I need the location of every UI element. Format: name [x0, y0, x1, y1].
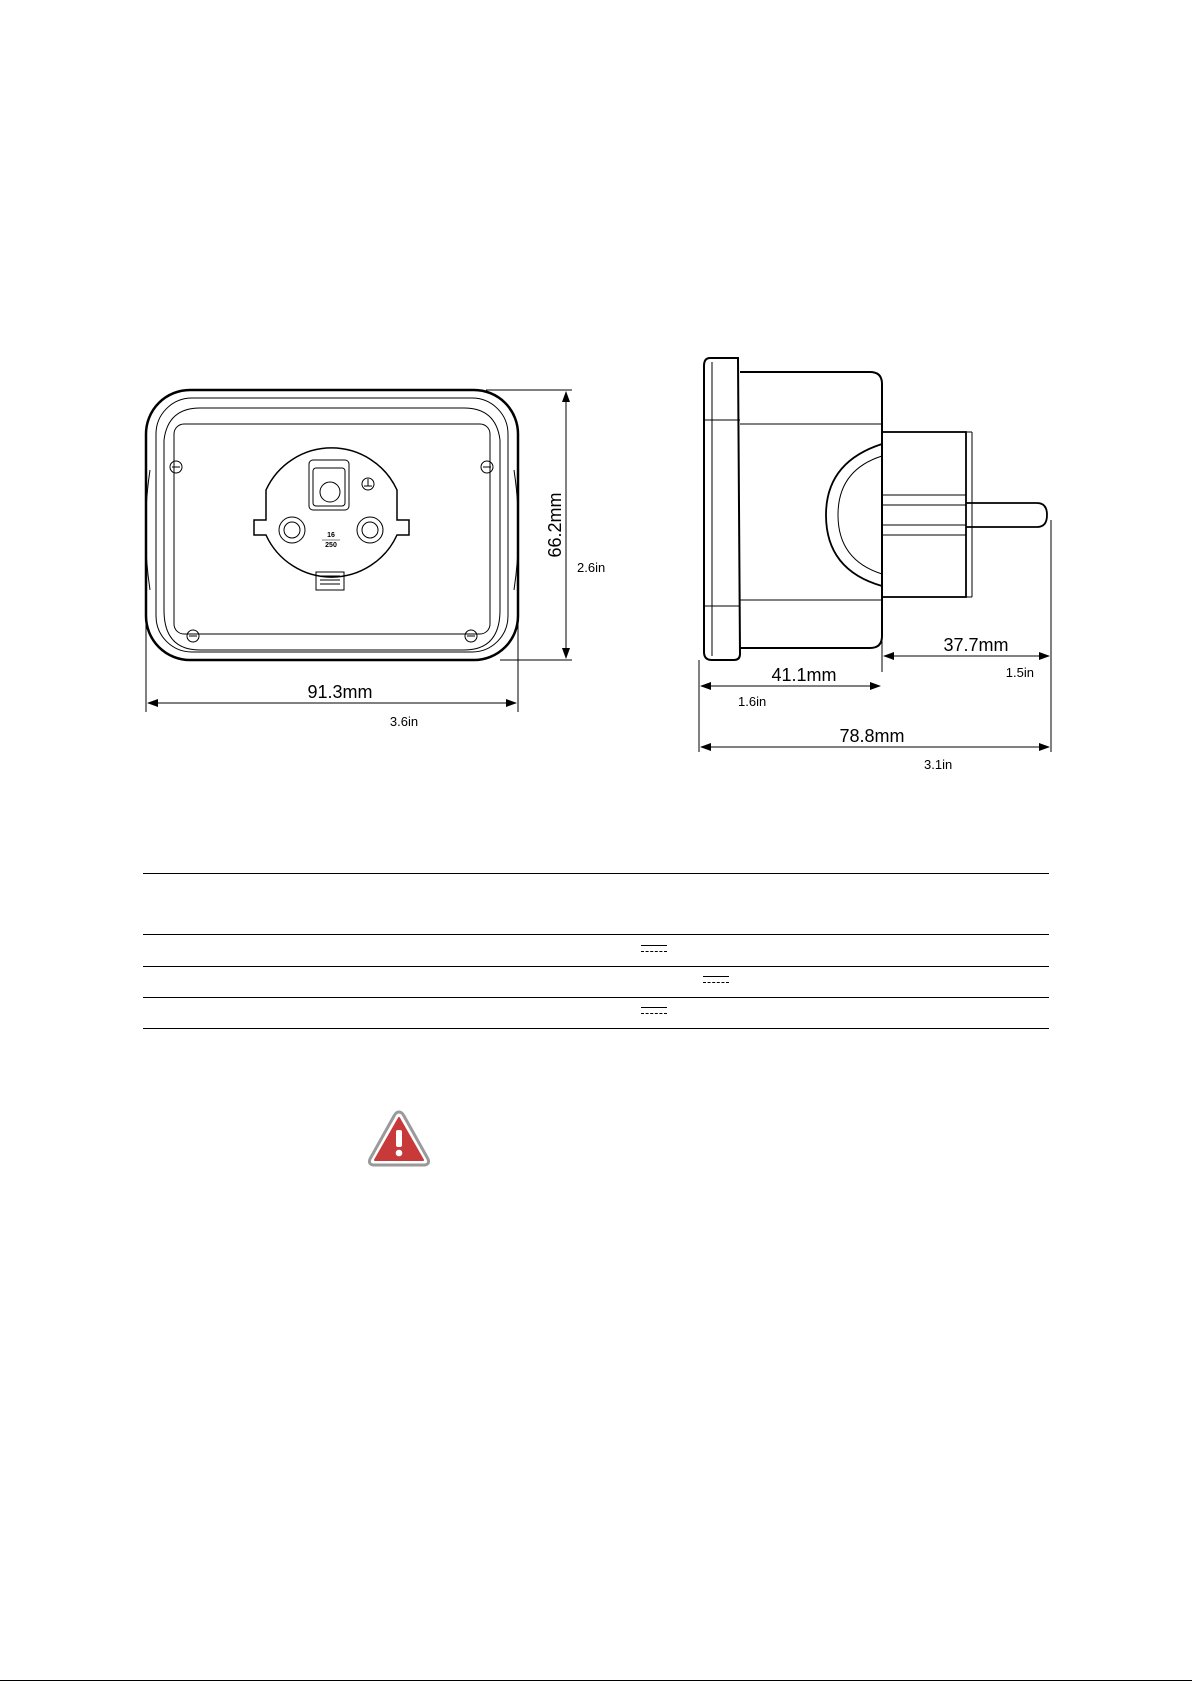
total-depth-mm-label: 78.8mm [839, 726, 905, 746]
front-housing-outer [146, 390, 518, 660]
earth-symbol-icon [362, 478, 374, 490]
warning-triangle-icon [367, 1109, 431, 1168]
pin-hole-right [357, 517, 383, 543]
body-depth-in-label: 1.6in [738, 694, 767, 709]
plug-base [882, 432, 966, 597]
technical-drawing [0, 0, 1192, 800]
earth-clip-top-inner [313, 468, 345, 506]
table-header-rule [143, 934, 1049, 935]
width-in-label: 3.6in [389, 714, 419, 729]
front-panel [164, 408, 500, 650]
plug-length-in-label: 1.5in [1005, 665, 1034, 680]
plug-pin [966, 503, 1047, 527]
dc-symbol-icon [703, 976, 729, 986]
table-top-rule [143, 873, 1049, 874]
side-flange [704, 358, 740, 660]
front-housing-inner [156, 398, 508, 652]
table-bottom-rule [143, 1028, 1049, 1029]
width-mm-label: 91.3mm [307, 682, 373, 702]
total-depth-in-label: 3.1in [924, 757, 953, 772]
earth-clip-hole [320, 482, 340, 502]
socket-rating-voltage: 250 [325, 542, 337, 549]
table-row-rule-1 [143, 966, 1049, 967]
height-in-label: 2.6in [577, 560, 606, 575]
side-body [740, 372, 882, 648]
earth-clip-bottom [316, 572, 344, 590]
dc-symbol-icon [641, 1007, 667, 1017]
screw-top-right [481, 461, 493, 473]
screw-bottom-right [465, 630, 477, 642]
front-view [146, 390, 606, 729]
socket-face [254, 448, 409, 577]
dc-symbol-icon [641, 945, 667, 955]
front-face [174, 424, 490, 634]
page-bottom-rule [0, 1680, 1192, 1681]
table-row-rule-2 [143, 997, 1049, 998]
side-view [699, 358, 1051, 772]
body-depth-mm-label: 41.1mm [771, 665, 837, 685]
socket-rating-current: 16 [327, 532, 335, 539]
screw-top-left [170, 461, 182, 473]
plug-length-mm-label: 37.7mm [943, 635, 1009, 655]
screw-bottom-left [187, 630, 199, 642]
height-mm-label: 66.2mm [545, 492, 565, 558]
side-collar [826, 444, 882, 586]
pin-hole-left [279, 517, 305, 543]
